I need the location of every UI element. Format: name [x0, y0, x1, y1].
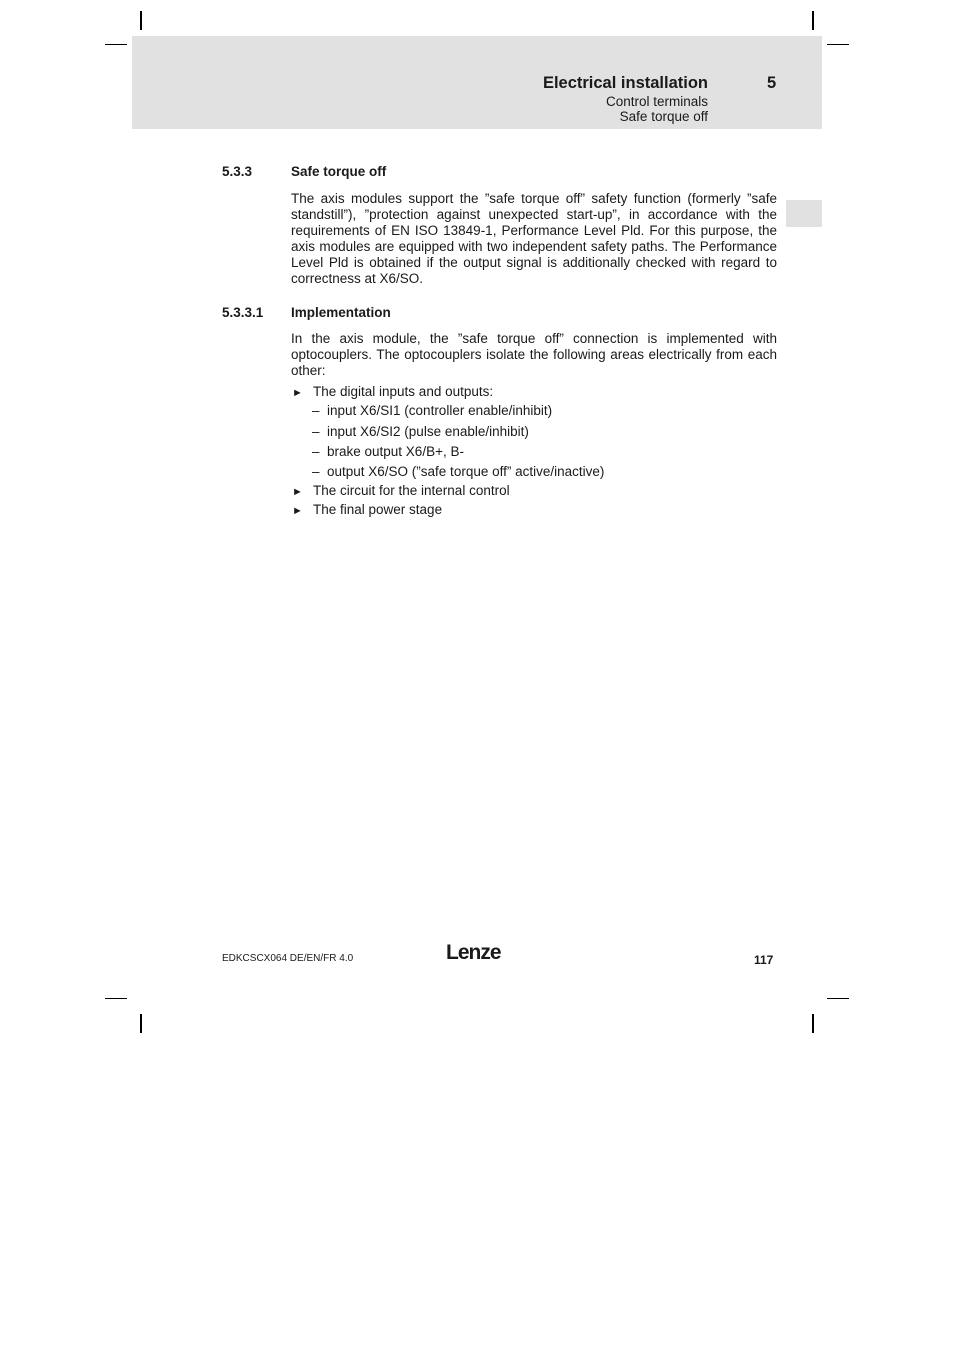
dash-icon: –: [312, 444, 320, 459]
document-code: EDKCSCX064 DE/EN/FR 4.0: [222, 953, 354, 964]
chapter-number: 5: [767, 74, 777, 92]
crop-mark: [827, 44, 849, 45]
chapter-title: Electrical installation: [542, 74, 708, 92]
sub-list-item-text: output X6/SO (”safe torque off” active/inactive): [327, 464, 605, 479]
list-item: [292, 502, 442, 517]
crop-mark: [140, 1014, 142, 1033]
crop-mark: [812, 11, 814, 30]
crop-mark: [140, 11, 142, 30]
list-item: [292, 483, 510, 498]
dash-icon: –: [312, 464, 320, 479]
dash-icon: –: [312, 403, 320, 418]
page-number: 117: [754, 953, 774, 967]
sub-list-item-text: brake output X6/B+, B-: [327, 444, 464, 459]
list-item-text: The circuit for the internal control: [313, 483, 510, 498]
sub-list-item: [312, 424, 529, 439]
header-band: [132, 36, 822, 129]
sub-list-item-text: input X6/SI2 (pulse enable/inhibit): [327, 424, 529, 439]
header-subtitle: Control terminals: [605, 94, 708, 109]
dash-icon: –: [312, 424, 320, 439]
crop-mark: [812, 1014, 814, 1033]
section-title: Safe torque off: [291, 164, 387, 179]
section-paragraph: The axis modules support the ”safe torque off” safety function (formerly ”safe standstill”), ”protection against unexpected start-up”, in accordance with the requirements of EN ISO 13849-1, Performance Level Pld. For this purpose, the axis modules are equipped with two independent safety paths. The Performance Level Pld is obtained if the output signal is additionally checked with regard to correctness at X6/SO.: [291, 191, 777, 286]
chapter-side-tab: [786, 200, 822, 227]
subsection-title: Implementation: [291, 305, 391, 320]
sub-list-item: [312, 464, 604, 479]
section-number: 5.3.3: [222, 164, 253, 179]
list-item-text: The digital inputs and outputs:: [313, 384, 494, 399]
subsection-number: 5.3.3.1: [222, 305, 264, 320]
header-subtitle: Safe torque off: [619, 109, 708, 124]
crop-mark: [105, 998, 127, 999]
crop-mark: [827, 998, 849, 999]
sub-list-item: [312, 403, 552, 418]
crop-mark: [105, 44, 127, 45]
subsection-paragraph: In the axis module, the ”safe torque off” connection is implemented with optocouplers. The optocouplers isolate the following areas electrically from each other:: [291, 331, 777, 378]
lenze-logo: Lenze: [446, 941, 501, 964]
triangle-bullet-icon: ►: [292, 387, 303, 399]
sub-list-item-text: input X6/SI1 (controller enable/inhibit): [327, 403, 553, 418]
triangle-bullet-icon: ►: [292, 505, 303, 517]
list-item-text: The final power stage: [313, 502, 443, 517]
triangle-bullet-icon: ►: [292, 486, 303, 498]
list-item: [292, 384, 493, 399]
sub-list-item: [312, 444, 464, 459]
